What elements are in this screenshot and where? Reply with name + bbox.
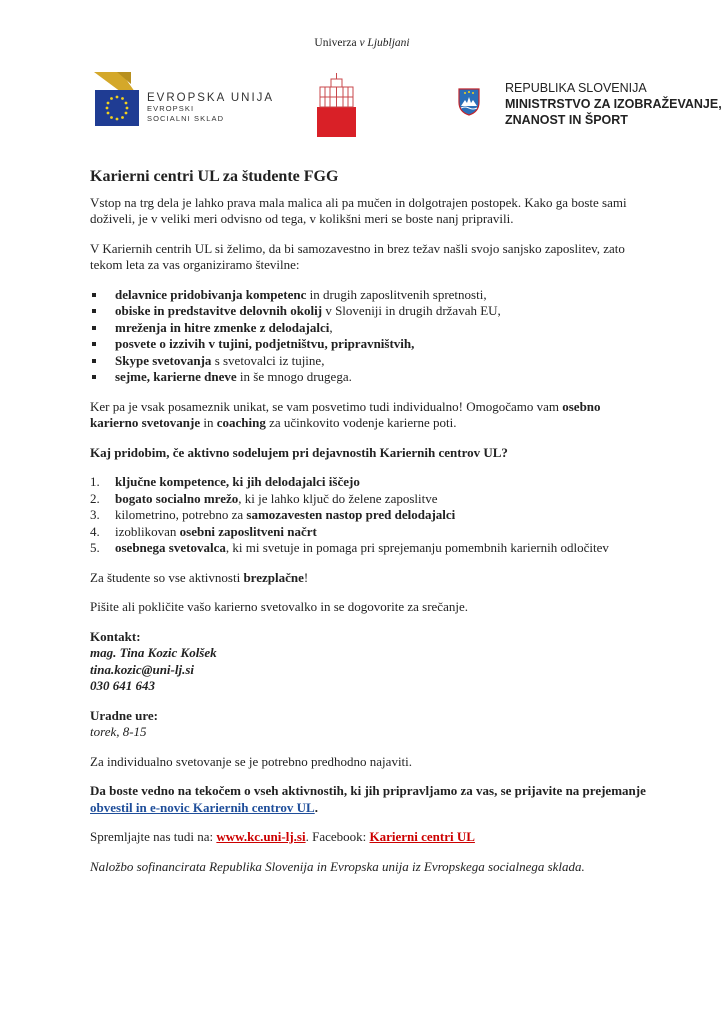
contact-email[interactable]: tina.kozic@uni-lj.si — [90, 661, 195, 677]
ministry-logo-text: REPUBLIKA SLOVENIJA MINISTRSTVO ZA IZOBRAŽEVANJE, ZNANOST IN ŠPORT — [505, 81, 722, 127]
subscribe-paragraph: Da boste vedno na tekočem o vseh aktivnostih, ki jih pripravljamo za vas, se prijavite na prejemanje obvestil in e-novic Kariernih centrov UL. — [90, 783, 646, 815]
follow-paragraph: Spremljajte nas tudi na: www.kc.uni-lj.si. Facebook: Karierni centri UL — [90, 829, 475, 844]
list-item: 2. bogato socialno mrežo, ki je lahko ključ do želene zaposlitve — [90, 490, 438, 506]
list-item: posvete o izzivih v tujini, podjetništvu, pripravništvih, — [90, 336, 650, 353]
funding-footnote: Naložbo sofinancirata Republika Slovenija in Evropska unija iz Evropskega socialnega sklada. — [90, 858, 585, 874]
document-body — [90, 169, 650, 888]
contact-phone: 030 641 643 — [90, 678, 155, 693]
list-item: Skype svetovanja s svetovalci iz tujine, — [90, 353, 650, 370]
activities-list — [90, 287, 650, 386]
slovenia-coat-of-arms-icon — [458, 88, 480, 116]
university-header: Univerza v Ljubljani — [314, 37, 410, 49]
list-item: mreženja in hitre zmenke z delodajalci, — [90, 320, 650, 337]
facebook-link[interactable]: Karierni centri UL — [369, 829, 475, 844]
activities-intro: V Kariernih centrih UL si želimo, da bi samozavestno in brez težav našli svojo sanjsko zaposlitev, zato tekom leta za vas organiziramo številne: — [90, 240, 625, 272]
list-item: sejme, karierne dneve in še mnogo drugega. — [90, 369, 650, 386]
individual-paragraph: Ker pa je vsak posameznik unikat, se vam posvetimo tudi individualno! Omogočamo vam osebno karierno svetovanje in coaching za učinkovito vodenje karierne poti. — [90, 398, 601, 430]
appointment-note: Za individualno svetovanje se je potrebno predhodno najaviti. — [90, 753, 413, 769]
list-item: 4. izoblikovan osebni zaposlitveni načrt — [90, 523, 317, 539]
eu-logo-text: EVROPSKA UNIJA EVROPSKI SOCIALNI SKLAD — [147, 92, 275, 123]
list-item: 3. kilometrino, potrebno za samozavesten nastop pred delodajalci — [90, 507, 456, 522]
office-hours: Uradne ure: torek, 8-15 — [90, 707, 159, 739]
benefits-question: Kaj pridobim, če aktivno sodelujem pri dejavnostih Kariernih centrov UL? — [90, 444, 508, 460]
page-title: Karierni centri UL za študente FGG — [90, 168, 339, 185]
list-item: obiske in predstavitve delovnih okolij v Sloveniji in drugih državah EU, — [90, 303, 650, 320]
free-note: Za študente so vse aktivnosti brezplačne! — [90, 569, 309, 585]
intro-paragraph: Vstop na trg dela je lahko prava mala malica ali pa mučen in dolgotrajen postopek. Kako ga boste sami doživeli, je v veliki meri odvisno od tega, v kolikšni meri se boste nanj pripravili. — [90, 194, 627, 226]
website-link[interactable]: www.kc.uni-lj.si — [216, 829, 306, 844]
newsletter-link[interactable]: obvestil in e-novic Kariernih centrov UL — [90, 799, 315, 815]
contact-block: Kontakt: mag. Tina Kozic Kolšek tina.kozic@uni-lj.si 030 641 643 — [90, 629, 650, 695]
contact-name: mag. Tina Kozic Kolšek — [90, 645, 217, 660]
list-item: 1. ključne kompetence, ki jih delodajalci iščejo — [90, 474, 360, 489]
list-item: delavnice pridobivanja kompetenc in drugih zaposlitvenih spretnosti, — [90, 287, 650, 304]
list-item: 5. osebnega svetovalca, ki mi svetuje in pomaga pri sprejemanju pomembnih kariernih odločitev — [90, 540, 609, 555]
university-logo — [317, 73, 356, 137]
call-to-action: Pišite ali pokličite vašo karierno svetovalko in se dogovorite za srečanje. — [90, 599, 468, 614]
benefits-list — [90, 474, 650, 557]
